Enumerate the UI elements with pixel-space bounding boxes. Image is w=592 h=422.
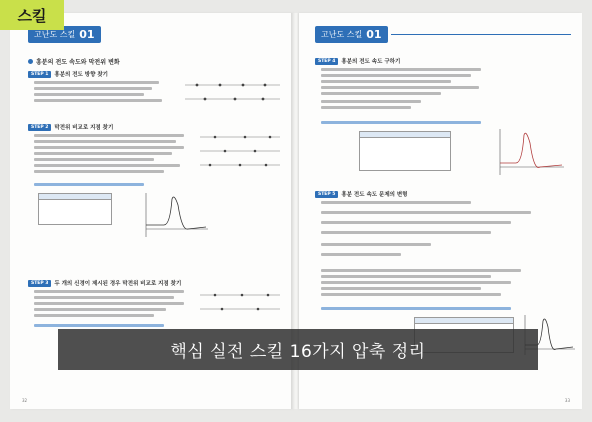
step-3-tag: STEP 3	[28, 280, 51, 287]
right-page-number: 33	[564, 398, 570, 403]
step-3-title: 두 개의 신경이 제시된 경우 막전위 비교로 지점 찾기	[54, 281, 182, 287]
step-1-header	[28, 70, 108, 78]
caption-banner: 핵심 실전 스킬 16가지 압축 정리	[58, 329, 538, 370]
step-5-tag: STEP 5	[315, 191, 338, 198]
skill-tag: 스킬	[0, 0, 64, 30]
right-table-1	[359, 131, 451, 171]
step-5-title: 흥분 전도 속도 문제의 변형	[341, 192, 408, 198]
step-4-tag: STEP 4	[315, 58, 338, 65]
section-title	[28, 57, 120, 66]
right-chapter-header	[315, 26, 571, 42]
axon-diagram-1	[185, 77, 280, 107]
step-2-header	[28, 123, 113, 131]
left-table	[38, 193, 112, 225]
step-1-tag: STEP 1	[28, 71, 51, 78]
step-5-header	[315, 190, 408, 198]
chapter-label: 고난도 스킬	[34, 29, 76, 39]
step-3-header	[28, 279, 181, 287]
action-potential-graph-1	[140, 191, 210, 241]
action-potential-graph-2	[494, 127, 566, 179]
chapter-number: 01	[366, 27, 382, 41]
axon-diagram-2	[200, 131, 280, 175]
section-title-text: 흥분의 전도 속도와 막전위 변화	[36, 59, 120, 66]
step-4-header	[315, 57, 400, 65]
step-2-tag: STEP 2	[28, 124, 51, 131]
step-2-title: 막전위 비교로 지점 찾기	[54, 125, 114, 131]
axon-diagram-3	[200, 289, 280, 317]
bullet-icon	[28, 59, 33, 64]
chapter-label: 고난도 스킬	[321, 29, 363, 39]
step-1-title: 흥분의 전도 방향 찾기	[54, 72, 108, 78]
chapter-number: 01	[79, 27, 95, 41]
left-page-number: 32	[22, 398, 28, 403]
step-4-title: 흥분의 전도 속도 구하기	[341, 59, 401, 65]
